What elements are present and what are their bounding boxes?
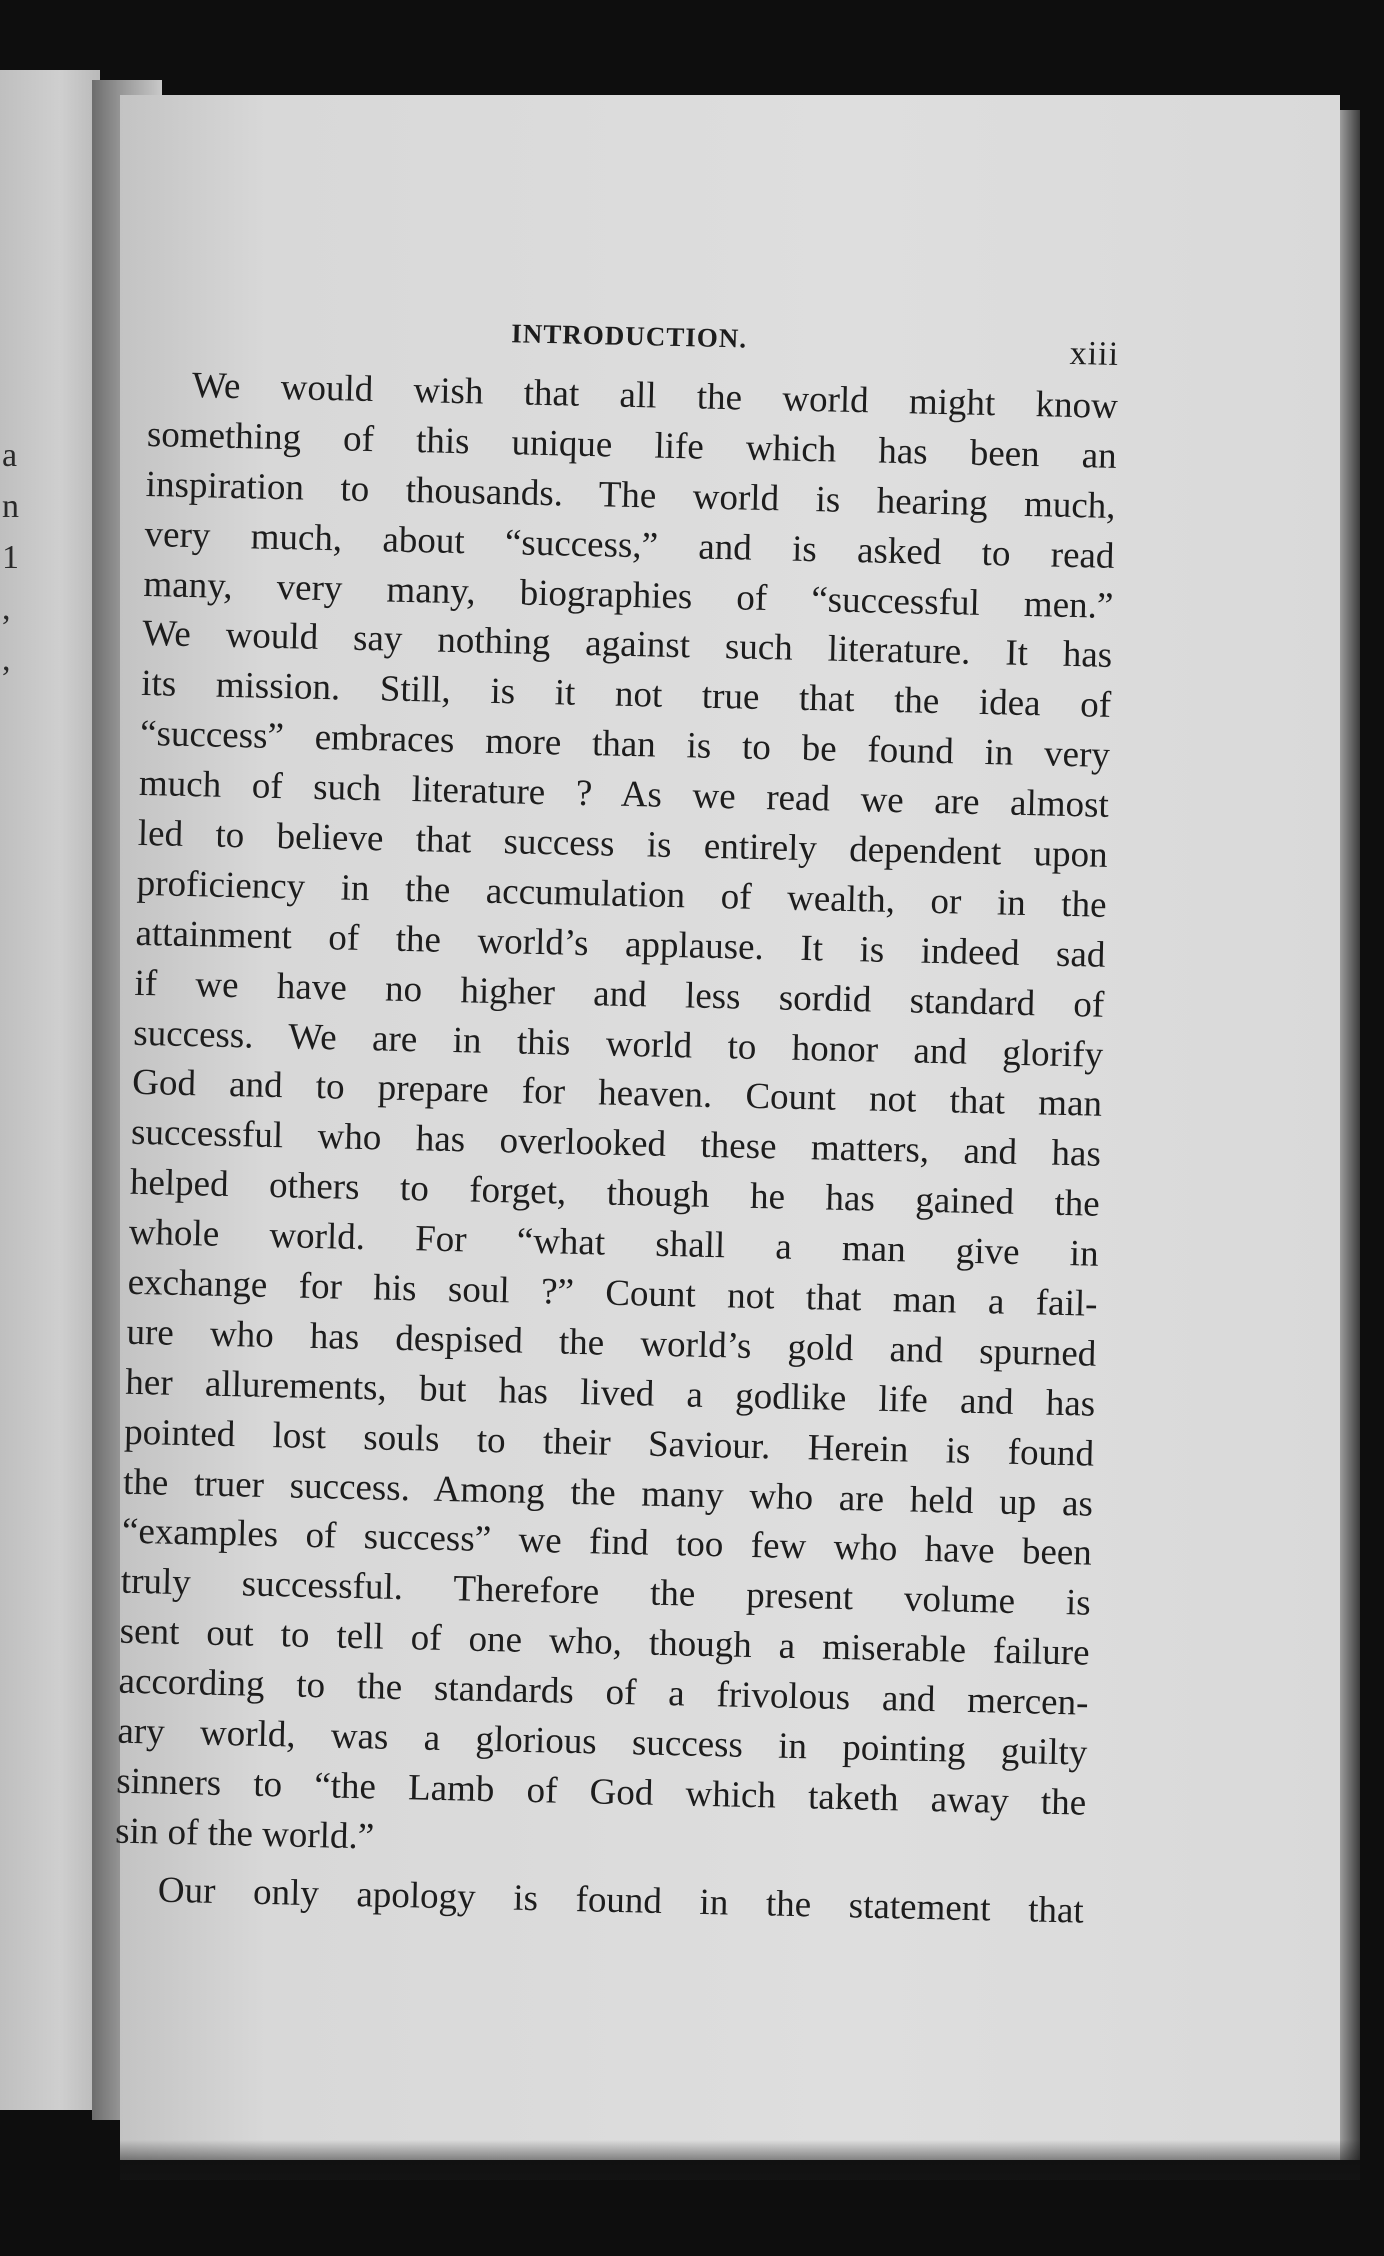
text-line: sent out to tell of one who, though a miserable failure [119, 1610, 1091, 1674]
text-line: the truer success. Among the many who are held up as [122, 1461, 1094, 1525]
text-line: whole world. For “what shall a man give in [128, 1211, 1100, 1275]
text-line: attainment of the world’s applause. It is indeed sad [135, 912, 1106, 976]
text-line: We would say nothing against such literature. It has [141, 613, 1113, 677]
text-line: inspiration to thousands. The world is hearing much, [145, 463, 1117, 527]
text-line: her allurements, but has lived a godlike life and has [124, 1361, 1096, 1425]
paragraph [115, 360, 1119, 1878]
text-line: “success” embraces more than is to be found in very [139, 713, 1111, 777]
bottom-shadow [120, 2140, 1360, 2180]
facing-char: , [2, 590, 11, 627]
body-text [113, 360, 1118, 1936]
text-line: helped others to forget, though he has gained the [129, 1162, 1101, 1226]
text-line: according to the standards of a frivolous and mercen- [118, 1660, 1089, 1724]
text-line: something of this unique life which has been an [146, 413, 1118, 477]
text-line: many, very many, biographies of “successful men.” [143, 563, 1114, 627]
text-line: truly successful. Therefore the present volume is [120, 1561, 1092, 1625]
facing-char: 1 [2, 539, 19, 576]
text-line: successful who has overlooked these matters, and has [130, 1112, 1102, 1176]
facing-char: , [2, 641, 11, 678]
text-line: its mission. Still, is it not true that the idea of [140, 663, 1112, 727]
text-line: success. We are in this world to honor and glorify [132, 1012, 1104, 1076]
text-line: pointed lost souls to their Saviour. Herein is found [123, 1411, 1095, 1475]
text-line: if we have no higher and less sordid standard of [134, 962, 1105, 1026]
text-line: very much, about “success,” and is asked to read [144, 513, 1115, 577]
facing-char: n [2, 488, 19, 525]
text-line: exchange for his soul ?” Count not that man a fail- [127, 1261, 1098, 1325]
text-line: “examples of success” we find too few who have been [121, 1511, 1093, 1575]
facing-page-fragments [2, 430, 42, 685]
facing-char: a [2, 437, 18, 474]
text-line: We would wish that all the world might know [191, 364, 1119, 427]
text-line: much of such literature ? As we read we are almost [138, 763, 1110, 827]
text-line: Our only apology is found in the statement that [157, 1869, 1085, 1932]
text-line: proficiency in the accumulation of wealth, or in the [136, 862, 1107, 926]
page-edge-shadow [1340, 110, 1360, 2160]
chapter-title: INTRODUCTION. [510, 318, 748, 354]
facing-page-edge [0, 70, 100, 2110]
text-line: sin of the world.” [114, 1810, 375, 1858]
text-line: God and to prepare for heaven. Count not that man [131, 1062, 1103, 1126]
page-number: xiii [1069, 334, 1120, 373]
page-content [113, 300, 1119, 1936]
text-line: ure who has despised the world’s gold and spurned [126, 1311, 1097, 1375]
text-line: led to believe that success is entirely dependent upon [137, 812, 1109, 876]
text-line: ary world, was a glorious success in pointing guilty [117, 1710, 1088, 1774]
text-line: sinners to “the Lamb of God which taketh away the [115, 1760, 1087, 1824]
